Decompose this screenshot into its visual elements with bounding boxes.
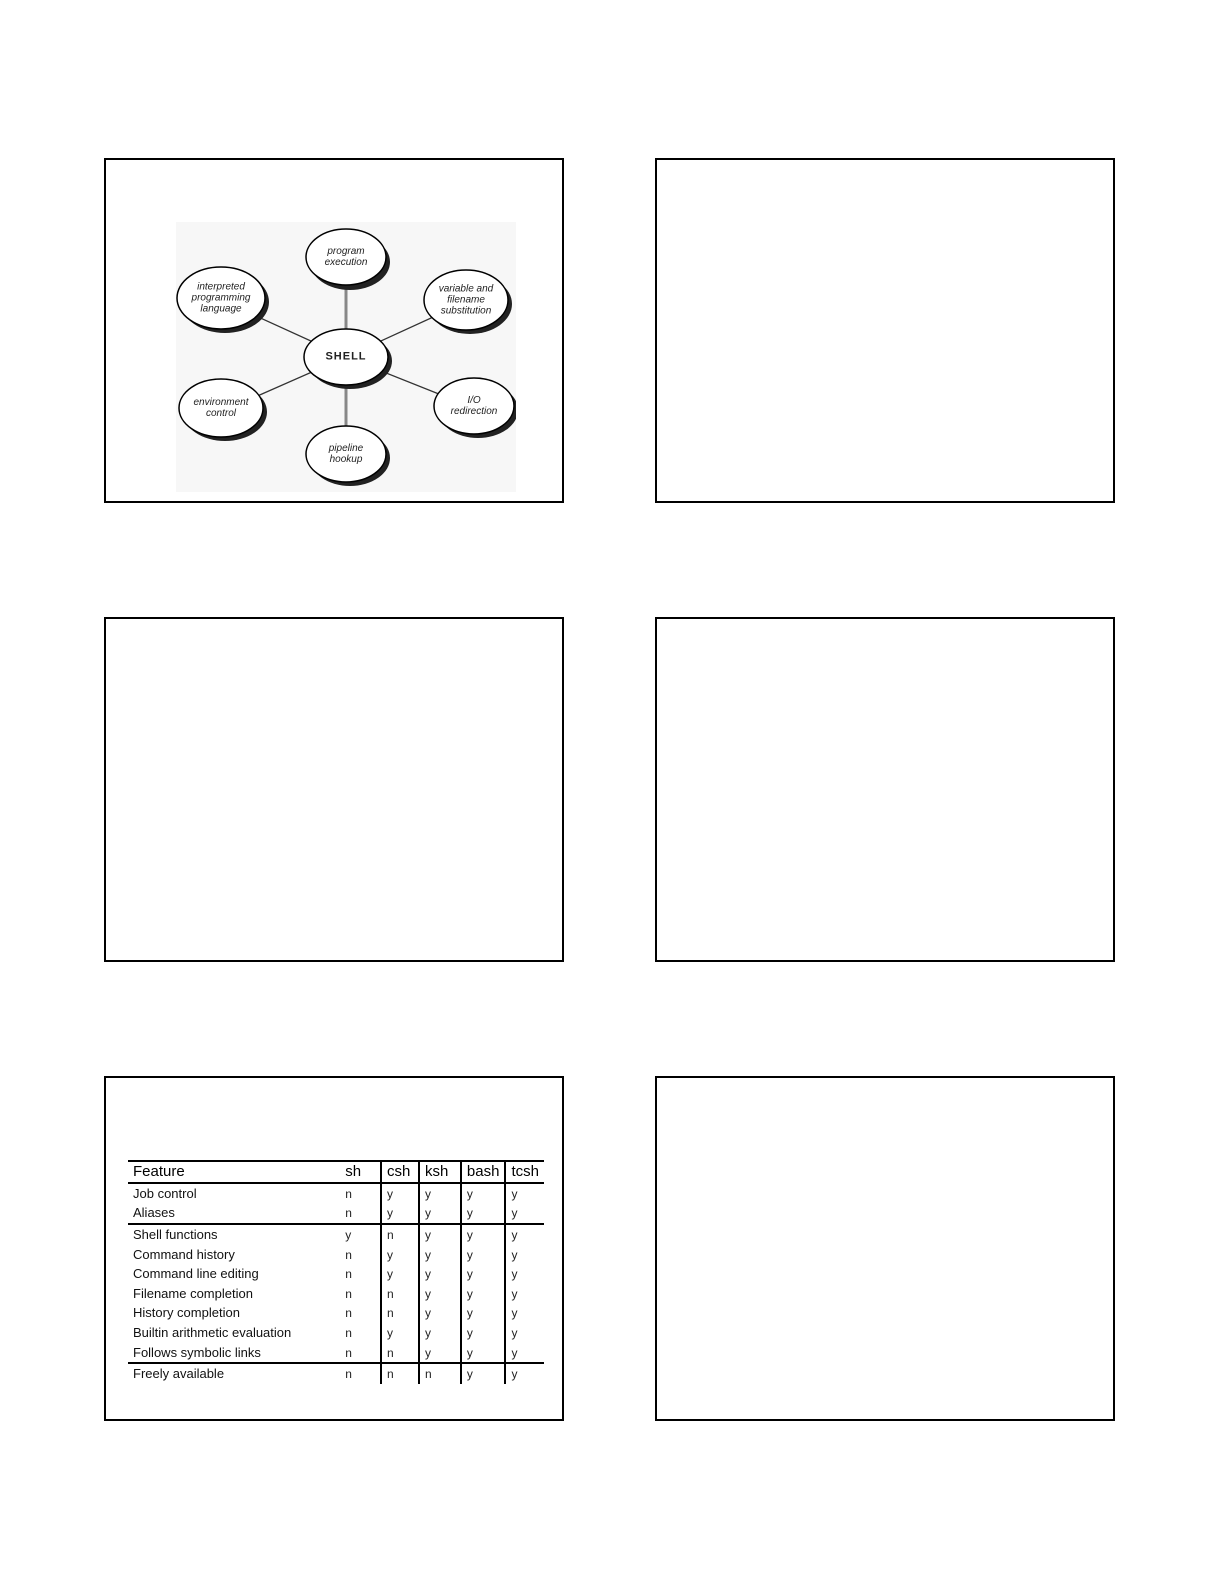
table-row (128, 1183, 544, 1204)
node-upper-right-label: variable and filename substitution (438, 283, 494, 317)
node-lower-left-label: environment control (193, 397, 249, 419)
value-cell-bash: y (461, 1304, 506, 1324)
table-row (128, 1264, 544, 1284)
slide-blank-3 (104, 617, 564, 962)
node-bottom-label: pipeline hookup (328, 443, 364, 465)
value-cell-sh: n (345, 1186, 352, 1201)
value-cell-bash: y (461, 1284, 506, 1304)
header-feature: Feature (128, 1161, 340, 1183)
value-cell-bash: y (461, 1343, 506, 1364)
table-row (128, 1343, 544, 1364)
feature-cell: History completion (133, 1305, 240, 1321)
value-cell-tcsh: y (505, 1264, 544, 1284)
slide-blank-6 (655, 1076, 1115, 1421)
value-cell-ksh: n (419, 1363, 461, 1384)
value-cell-tcsh: y (505, 1183, 544, 1204)
value-cell-sh: y (345, 1227, 352, 1242)
value-cell-csh: n (381, 1224, 419, 1245)
node-lower-right-label: I/O redirection (450, 395, 498, 417)
value-cell-bash: y (461, 1224, 506, 1245)
value-cell-csh: n (381, 1363, 419, 1384)
value-cell-csh: y (381, 1264, 419, 1284)
value-cell-ksh: y (419, 1284, 461, 1304)
value-cell-csh: y (381, 1183, 419, 1204)
header-ksh: ksh (419, 1161, 461, 1183)
value-cell-sh: n (345, 1247, 352, 1262)
value-cell-tcsh: y (505, 1245, 544, 1265)
value-cell-sh: n (345, 1367, 352, 1382)
node-upper-left-label: interpreted programming language (191, 281, 251, 315)
value-cell-sh: n (345, 1306, 352, 1321)
value-cell-ksh: y (419, 1204, 461, 1225)
value-cell-csh: n (381, 1304, 419, 1324)
value-cell-bash: y (461, 1323, 506, 1343)
value-cell-ksh: y (419, 1343, 461, 1364)
header-bash: bash (461, 1161, 506, 1183)
table-row (128, 1204, 544, 1225)
feature-cell: Freely available (133, 1366, 225, 1382)
header-tcsh: tcsh (505, 1161, 544, 1183)
table-row (128, 1323, 544, 1343)
feature-cell: Builtin arithmetic evaluation (133, 1324, 292, 1340)
value-cell-sh: n (345, 1267, 352, 1282)
value-cell-ksh: y (419, 1304, 461, 1324)
value-cell-csh: y (381, 1323, 419, 1343)
slide-shell-comparison (104, 1076, 564, 1421)
value-cell-bash: y (461, 1204, 506, 1225)
value-cell-ksh: y (419, 1183, 461, 1204)
feature-cell: Command history (133, 1246, 235, 1262)
value-cell-sh: n (345, 1286, 352, 1301)
feature-cell: Command line editing (133, 1266, 259, 1282)
feature-cell: Shell functions (133, 1226, 218, 1242)
feature-cell: Filename completion (133, 1285, 253, 1301)
value-cell-tcsh: y (505, 1323, 544, 1343)
value-cell-bash: y (461, 1245, 506, 1265)
value-cell-sh: n (340, 1343, 381, 1364)
value-cell-tcsh: y (505, 1343, 544, 1364)
table-row (128, 1224, 544, 1245)
feature-cell: Follows symbolic links (128, 1343, 340, 1364)
value-cell-tcsh: y (505, 1284, 544, 1304)
value-cell-sh: n (340, 1204, 381, 1225)
table-row (128, 1363, 544, 1384)
shell-functions-diagram (176, 222, 516, 492)
value-cell-csh: n (381, 1284, 419, 1304)
slide-blank-4 (655, 617, 1115, 962)
table-row (128, 1245, 544, 1265)
diagram-center-label: SHELL (325, 350, 367, 363)
value-cell-sh: n (345, 1325, 352, 1340)
slide-shell-diagram (104, 158, 564, 503)
value-cell-ksh: y (419, 1245, 461, 1265)
value-cell-csh: n (381, 1343, 419, 1364)
value-cell-csh: y (381, 1204, 419, 1225)
feature-cell: Job control (133, 1185, 197, 1201)
value-cell-ksh: y (419, 1264, 461, 1284)
table-row (128, 1284, 544, 1304)
value-cell-ksh: y (419, 1224, 461, 1245)
table-row (128, 1304, 544, 1324)
value-cell-tcsh: y (505, 1304, 544, 1324)
value-cell-tcsh: y (505, 1204, 544, 1225)
value-cell-bash: y (461, 1363, 506, 1384)
value-cell-bash: y (461, 1264, 506, 1284)
feature-cell: Aliases (128, 1204, 340, 1225)
node-top-label: program execution (324, 246, 368, 268)
header-sh: sh (340, 1161, 381, 1183)
value-cell-tcsh: y (505, 1363, 544, 1384)
value-cell-csh: y (381, 1245, 419, 1265)
header-csh: csh (381, 1161, 419, 1183)
value-cell-bash: y (461, 1183, 506, 1204)
slide-blank-2 (655, 158, 1115, 503)
shell-feature-table (128, 1160, 544, 1384)
value-cell-ksh: y (419, 1323, 461, 1343)
value-cell-tcsh: y (505, 1224, 544, 1245)
table-header-row (128, 1161, 544, 1183)
